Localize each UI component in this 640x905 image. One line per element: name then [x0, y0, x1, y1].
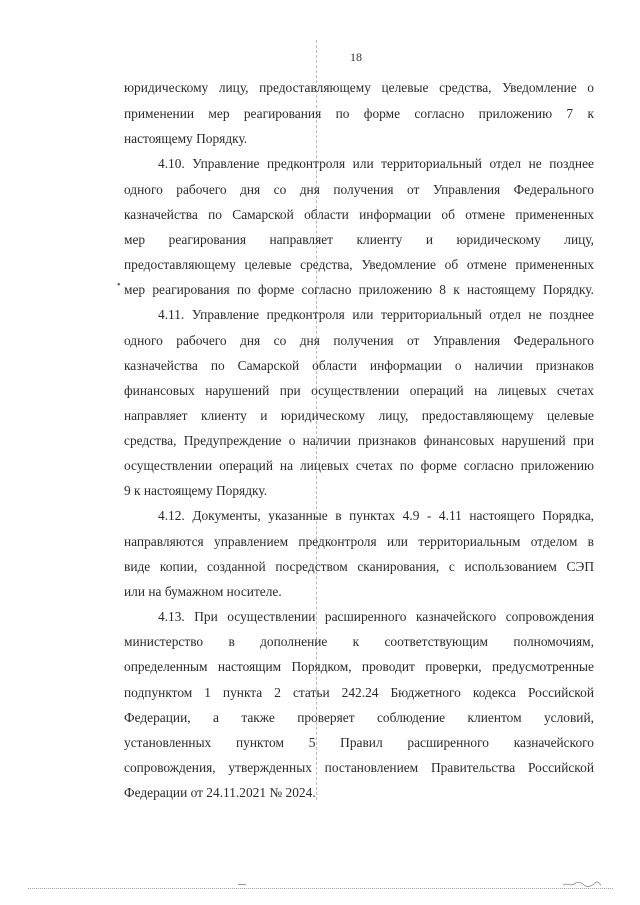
text-line: министерство в дополнение к соответствующим полномочиям, [124, 634, 594, 649]
margin-dot: • [117, 280, 121, 291]
text-line: предоставляющему целевые средства, Уведомление об отмене примененных [124, 257, 594, 272]
text-line: мер реагирования направляет клиенту и юридическому лицу, [124, 232, 594, 247]
text-line: одного рабочего дня со дня получения от Управления Федерального [124, 182, 594, 197]
text-line: или на бумажном носителе. [124, 584, 282, 599]
text-line: сопровождения, утвержденных постановлением Правительства Российской [124, 760, 594, 775]
paragraph-start-4-12: 4.12. Документы, указанные в пунктах 4.9 - 4.11 настоящего Порядка, [158, 508, 594, 523]
text-line: подпунктом 1 пункта 2 статьи 242.24 Бюджетного кодекса Российской [124, 685, 594, 700]
footer-stamp-scribble [562, 880, 602, 888]
text-line: направляет клиенту и юридическому лицу, предоставляющему целевые [124, 408, 594, 423]
paragraph-start-4-13: 4.13. При осуществлении расширенного казначейского сопровождения [158, 609, 594, 624]
scan-footer-line [28, 888, 613, 889]
text-line: казначейства по Самарской области информации о наличии признаков [124, 358, 594, 373]
text-line: Федерации, а также проверяет соблюдение клиентом условий, [124, 710, 594, 725]
paragraph-start-4-10: 4.10. Управление предконтроля или территориальный отдел не позднее [158, 156, 594, 171]
text-line: казначейства по Самарской области информации об отмене примененных [124, 207, 594, 222]
text-line: финансовых нарушений при осуществлении операций на лицевых счетах [124, 383, 594, 398]
text-line: одного рабочего дня со дня получения от Управления Федерального [124, 333, 594, 348]
text-line: Федерации от 24.11.2021 № 2024. [124, 785, 316, 800]
text-line: применении мер реагирования по форме согласно приложению 7 к [124, 106, 594, 121]
text-line: мер реагирования по форме согласно приложению 8 к настоящему Порядку. [124, 282, 594, 297]
footer-mark [238, 884, 246, 885]
text-line: определенным настоящим Порядком, проводит проверки, предусмотренные [124, 659, 594, 674]
text-line: направляются управлением предконтроля или территориальным отделом в [124, 534, 594, 549]
text-line: 9 к настоящему Порядку. [124, 483, 268, 498]
text-line: осуществлении операций на лицевых счетах по форме согласно приложению [124, 458, 594, 473]
page-number: 18 [350, 50, 362, 64]
text-line: настоящему Порядку. [124, 131, 248, 146]
text-line: установленных пунктом 5 Правил расширенного казначейского [124, 735, 594, 750]
text-line: виде копии, созданной посредством сканирования, с использованием СЭП [124, 559, 594, 574]
text-line: средства, Предупреждение о наличии признаков финансовых нарушений при [124, 433, 594, 448]
paragraph-start-4-11: 4.11. Управление предконтроля или территориальный отдел не позднее [158, 307, 594, 322]
text-line: юридическому лицу, предоставляющему целевые средства, Уведомление о [124, 80, 594, 95]
